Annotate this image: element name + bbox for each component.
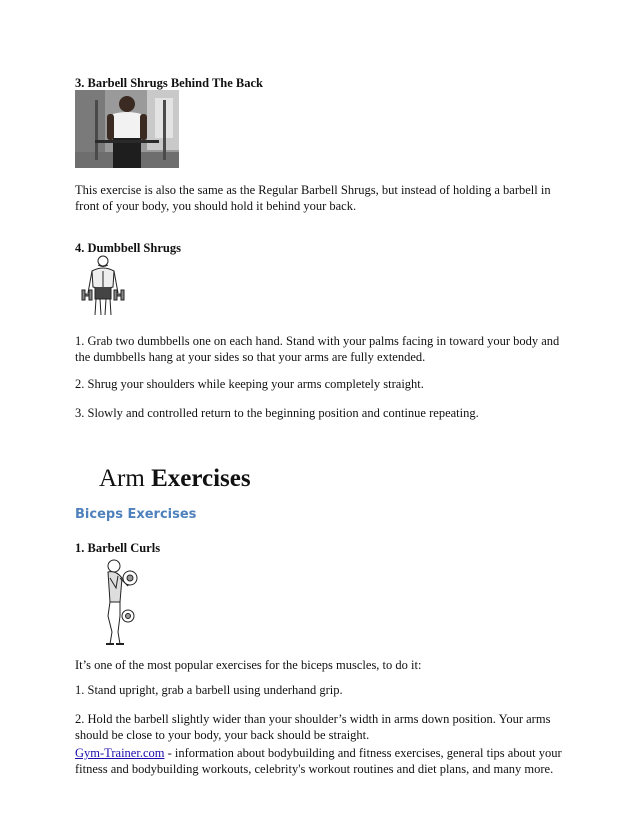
section-title xyxy=(99,465,251,493)
biceps-subheading: Biceps Exercises xyxy=(75,507,197,522)
dumbbell-shrugs-heading: 4. Dumbbell Shrugs xyxy=(75,241,181,255)
dumbbell-shrugs-step-1: 1. Grab two dumbbells one on each hand. Stand with your palms facing in toward your body and the dumbbells hang at your sides so that your arms are fully extended. xyxy=(75,334,560,364)
dumbbell-shrugs-illustration xyxy=(76,253,130,317)
barbell-curls-step-1: 1. Stand upright, grab a barbell using underhand grip. xyxy=(75,683,343,697)
footer-text: - information about bodybuilding and fitness exercises, general tips about your fitness and bodybuilding workouts, celebrity's workout routines and diet plans, and many more. xyxy=(75,746,562,776)
barbell-curls-illustration xyxy=(98,556,142,648)
shrugs-behind-description: This exercise is also the same as the Regular Barbell Shrugs, but instead of holding a barbell in front of your body, you should hold it behind your back. xyxy=(75,183,551,213)
shrugs-behind-photo xyxy=(75,90,179,168)
barbell-curls-heading: 1. Barbell Curls xyxy=(75,541,161,555)
shrugs-behind-heading: 3. Barbell Shrugs Behind The Back xyxy=(75,76,264,90)
dumbbell-shrugs-step-3: 3. Slowly and controlled return to the beginning position and continue repeating. xyxy=(75,406,479,420)
footer-link[interactable]: Gym-Trainer.com xyxy=(75,746,165,760)
footer xyxy=(75,745,565,777)
barbell-curls-intro: It’s one of the most popular exercises for the biceps muscles, to do it: xyxy=(75,658,422,672)
dumbbell-shrugs-step-2: 2. Shrug your shoulders while keeping your arms completely straight. xyxy=(75,377,424,391)
section-title-regular: Arm xyxy=(99,465,152,492)
section-title-bold: Exercises xyxy=(151,465,251,492)
barbell-curls-step-2: 2. Hold the barbell slightly wider than your shoulder’s width in arms down position. Your arms should be close to your body, your back should be straight. xyxy=(75,712,551,742)
